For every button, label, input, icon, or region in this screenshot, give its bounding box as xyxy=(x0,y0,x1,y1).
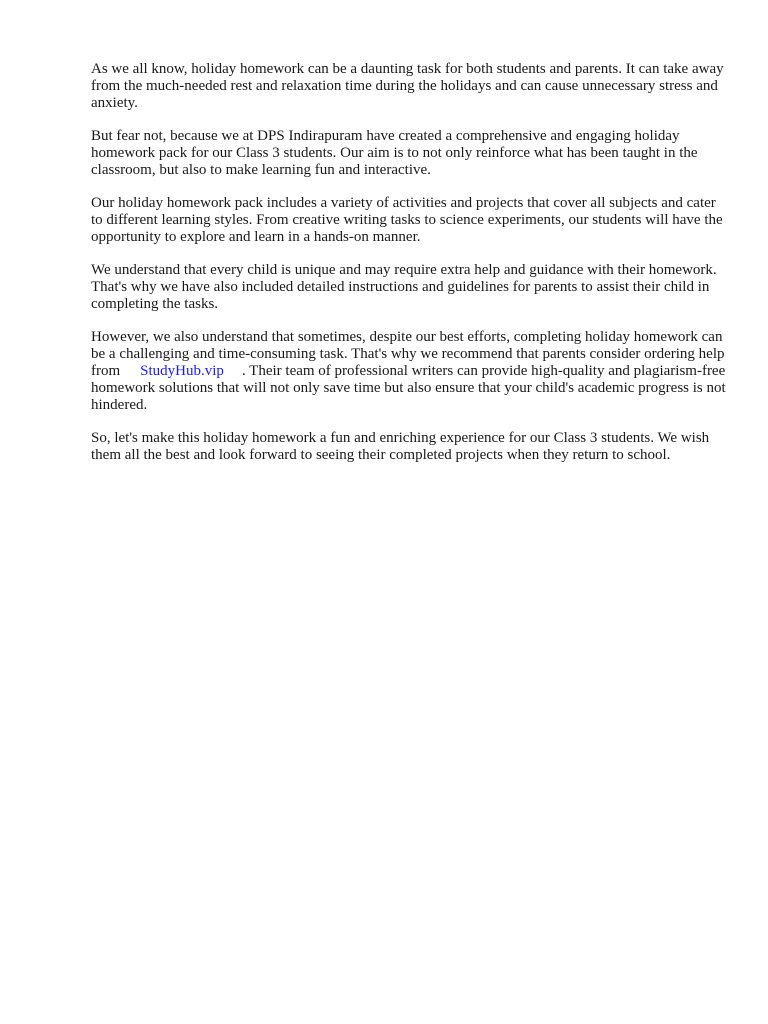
ordering-help-text-before: However, we also understand that sometimes, despite our best efforts, completing holiday homework can be a challenging and time-consuming task. That's why we recommend that parents consider ordering help from xyxy=(91,329,725,379)
paragraph-intro: As we all know, holiday homework can be a daunting task for both students and parents. It can take away from the much-needed rest and relaxation time during the holidays and can cause unnecessary stress and anxiety. xyxy=(91,61,724,111)
document-body xyxy=(91,61,731,480)
paragraph-parent-guidance: We understand that every child is unique and may require extra help and guidance with their homework. That's why we have also included detailed instructions and guidelines for parents to assist their child in completing the tasks. xyxy=(91,262,717,312)
ordering-help-text-after: . Their team of professional writers can provide high-quality and plagiarism-free homework solutions that will not only save time but also ensure that your child's academic progress is not hindered. xyxy=(91,363,726,413)
studyhub-link[interactable]: StudyHub.vip xyxy=(140,363,224,379)
paragraph-closing: So, let's make this holiday homework a fun and enriching experience for our Class 3 students. We wish them all the best and look forward to seeing their completed projects when they return to school. xyxy=(91,430,710,463)
paragraph-activities: Our holiday homework pack includes a variety of activities and projects that cover all subjects and cater to different learning styles. From creative writing tasks to science experiments, our students will have the opportunity to explore and learn in a hands-on manner. xyxy=(91,195,723,245)
paragraph-dps-pack: But fear not, because we at DPS Indirapuram have created a comprehensive and engaging holiday homework pack for our Class 3 students. Our aim is to not only reinforce what has been taught in the classroom, but also to make learning fun and interactive. xyxy=(91,128,698,178)
paragraph-ordering-help xyxy=(91,329,731,414)
